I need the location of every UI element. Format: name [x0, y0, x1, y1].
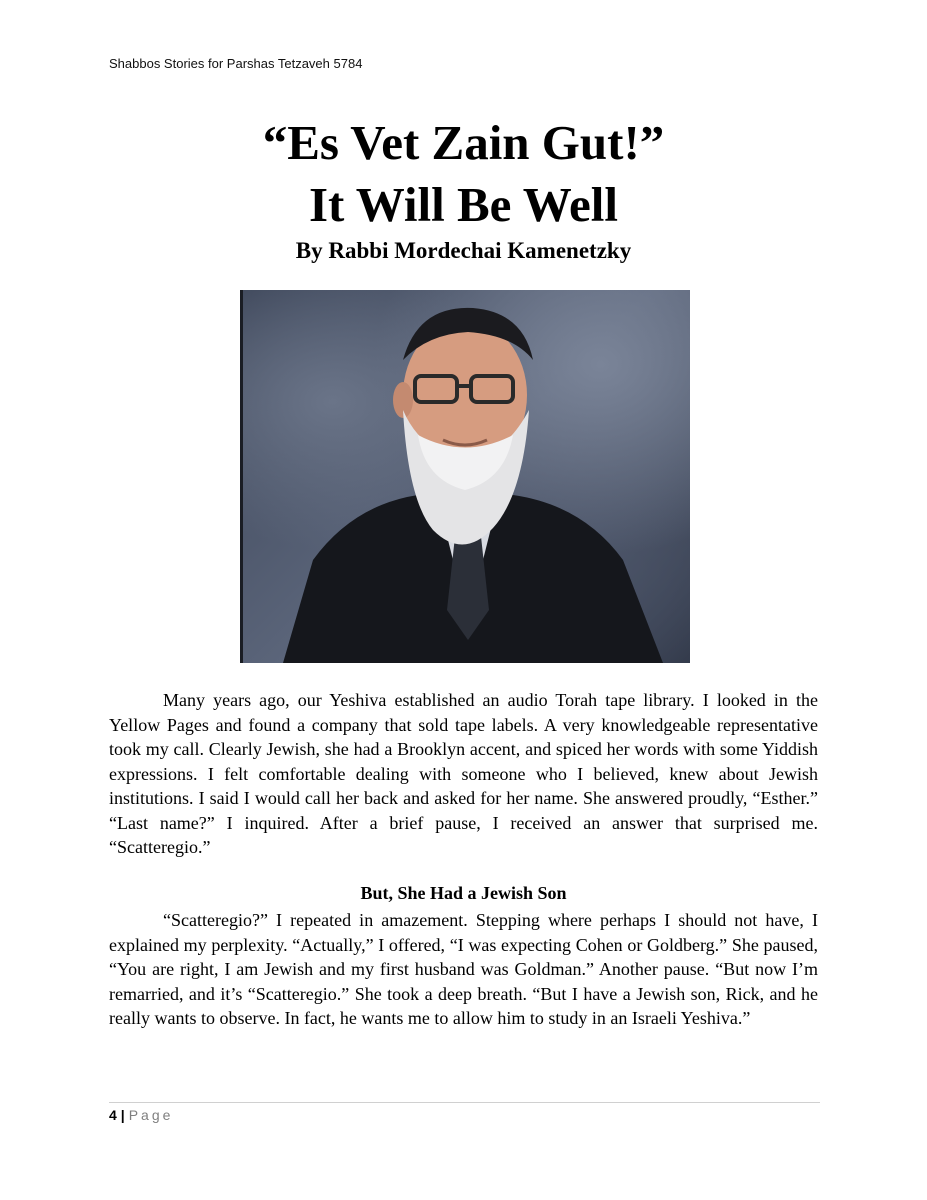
page-footer	[109, 1107, 173, 1123]
running-header: Shabbos Stories for Parshas Tetzaveh 5784	[109, 56, 363, 71]
paragraph-2	[109, 908, 818, 1031]
page-number: 4	[109, 1107, 117, 1123]
article-title-line-1: “Es Vet Zain Gut!”	[262, 115, 665, 170]
author-photo	[240, 290, 690, 663]
paragraph-2-text: “Scatteregio?” I repeated in amazement. Stepping where perhaps I should not have, I explained my perplexity. “Actually,” I offered, “I was expecting Cohen or Goldberg.” She paused, “You are right, I am Jewish and my first husband was Goldman.” Another pause. “But now I’m remarried, and it’s “Scatteregio.” She took a deep breath. “But I have a Jewish son, Rick, and he really wants to observe. In fact, he wants me to allow him to study in an Israeli Yeshiva.”	[109, 910, 818, 1028]
page-label: Page	[128, 1107, 174, 1123]
paragraph-1	[109, 688, 818, 860]
paragraph-1-text: Many years ago, our Yeshiva established an audio Torah tape library. I looked in the Yellow Pages and found a company that sold tape labels. A very knowledgeable representative took my call. Clearly Jewish, she had a Brooklyn accent, and spiced her words with some Yiddish expressions. I felt comfortable dealing with someone who I believed, knew about Jewish institutions. I said I would call her back and asked for her name. She answered proudly, “Esther.” “Last name?” I inquired. After a brief pause, I received an answer that surprised me. “Scatteregio.”	[109, 690, 818, 857]
article-title-line-2: It Will Be Well	[308, 177, 619, 232]
footer-separator: |	[120, 1107, 125, 1123]
article-byline: By Rabbi Mordechai Kamenetzky	[295, 238, 632, 263]
section-subheading: But, She Had a Jewish Son	[360, 883, 567, 903]
footer-divider	[109, 1102, 820, 1103]
